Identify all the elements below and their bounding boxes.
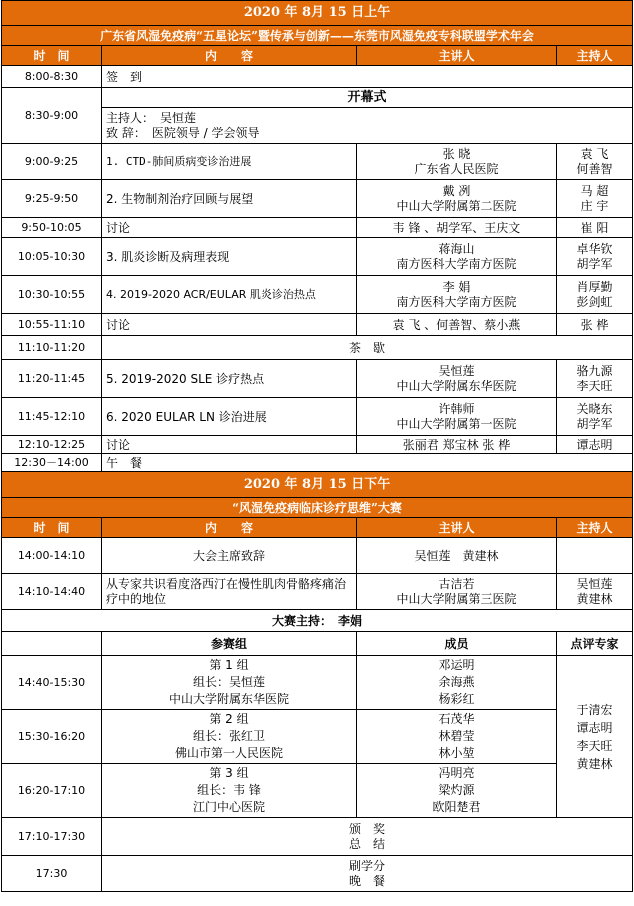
header-chair: 主持人 — [557, 46, 633, 66]
contest-header-group: 参赛组 — [102, 632, 357, 656]
table-row — [2, 436, 633, 454]
row-speaker: 戴 冽 中山大学附属第二医院 — [357, 180, 557, 218]
group-members: 邓运明 余海燕 杨彩红 — [357, 656, 557, 710]
row-time: 14:00-14:10 — [2, 538, 102, 574]
table-row — [2, 180, 633, 218]
header-content: 内 容 — [102, 518, 357, 538]
table-row — [2, 538, 633, 574]
row-speaker: 蒋海山 南方医科大学南方医院 — [357, 238, 557, 276]
row-chair: 崔 阳 — [557, 218, 633, 238]
contest-host: 大赛主持： 李娟 — [2, 610, 633, 632]
table-row — [2, 710, 633, 764]
review-experts: 于清宏 谭志明 李天旺 黄建林 — [557, 656, 633, 818]
row-content: 讨论 — [102, 436, 357, 454]
row-content: 讨论 — [102, 218, 357, 238]
row-content: 讨论 — [102, 314, 357, 336]
opening-host: 主持人： 吴恒莲 — [106, 110, 197, 125]
table-row — [2, 336, 633, 360]
table-row — [2, 656, 633, 710]
row-speaker: 韦 锋 、胡学军、王庆文 — [357, 218, 557, 238]
group-info: 第 2 组 组长：张红卫 佛山市第一人民医院 — [102, 710, 357, 764]
row-speaker: 李 娟 南方医科大学南方医院 — [357, 276, 557, 314]
row-speaker: 张 晓 广东省人民医院 — [357, 144, 557, 180]
row-content: 5. 2019-2020 SLE 诊疗热点 — [102, 360, 357, 398]
afternoon-date-title: 2020 年 8月 15 日下午 — [2, 472, 633, 498]
table-row — [2, 818, 633, 856]
row-content: 6. 2020 EULAR LN 诊治进展 — [102, 398, 357, 436]
row-time: 10:30-10:55 — [2, 276, 102, 314]
contest-header-blank — [2, 632, 102, 656]
row-time: 8:00-8:30 — [2, 66, 102, 88]
row-time: 11:10-11:20 — [2, 336, 102, 360]
group-info: 第 1 组 组长：吴恒莲 中山大学附属东华医院 — [102, 656, 357, 710]
row-content: 午 餐 — [102, 454, 633, 472]
row-speaker: 袁 飞 、何善智、蔡小燕 — [357, 314, 557, 336]
row-time: 12:30－14:00 — [2, 454, 102, 472]
header-time: 时 间 — [2, 518, 102, 538]
row-time: 11:45-12:10 — [2, 398, 102, 436]
row-chair: 关晓东 胡学军 — [557, 398, 633, 436]
row-time: 11:20-11:45 — [2, 360, 102, 398]
row-content: 2. 生物制剂治疗回顾与展望 — [102, 180, 357, 218]
row-content: 4. 2019-2020 ACR/EULAR 肌炎诊治热点 — [102, 276, 357, 314]
table-row — [2, 276, 633, 314]
header-content: 内 容 — [102, 46, 357, 66]
header-speaker: 主讲人 — [357, 518, 557, 538]
row-time: 12:10-12:25 — [2, 436, 102, 454]
row-content: 1. CTD-肺间质病变诊治进展 — [102, 144, 357, 180]
table-row — [2, 454, 633, 472]
group-members: 冯明亮 梁灼源 欧阳楚君 — [357, 764, 557, 818]
contest-header-experts: 点评专家 — [557, 632, 633, 656]
row-content: 从专家共识看度洛西汀在慢性肌肉骨骼疼痛治疗中的地位 — [102, 574, 357, 610]
table-row — [2, 66, 633, 88]
table-row — [2, 764, 633, 818]
row-content: 刷学分 晚 餐 — [102, 856, 633, 892]
row-time: 9:50-10:05 — [2, 218, 102, 238]
table-row — [2, 574, 633, 610]
group-info: 第 3 组 组长：韦 锋 江门中心医院 — [102, 764, 357, 818]
row-time: 17:30 — [2, 856, 102, 892]
row-speaker: 张丽君 郑宝林 张 桦 — [357, 436, 557, 454]
table-row — [2, 856, 633, 892]
row-chair: 卓华钦 胡学军 — [557, 238, 633, 276]
row-content: 3. 肌炎诊断及病理表现 — [102, 238, 357, 276]
table-row — [2, 88, 633, 108]
row-time: 14:40-15:30 — [2, 656, 102, 710]
afternoon-subtitle: “风湿免疫病临床诊疗思维”大赛 — [2, 498, 633, 518]
header-time: 时 间 — [2, 46, 102, 66]
table-row — [2, 238, 633, 276]
header-chair: 主持人 — [557, 518, 633, 538]
row-chair: 骆九源 李天旺 — [557, 360, 633, 398]
table-row — [2, 314, 633, 336]
row-speaker: 古洁若 中山大学附属第三医院 — [357, 574, 557, 610]
schedule-table — [1, 0, 633, 892]
header-speaker: 主讲人 — [357, 46, 557, 66]
row-chair: 谭志明 — [557, 436, 633, 454]
row-time: 16:20-17:10 — [2, 764, 102, 818]
morning-subtitle: 广东省风湿免疫病“五星论坛”暨传承与创新——东莞市风湿免疫专科联盟学术年会 — [2, 26, 633, 46]
row-chair: 袁 飞 何善智 — [557, 144, 633, 180]
opening-details — [102, 108, 633, 144]
table-row — [2, 360, 633, 398]
row-time: 10:55-11:10 — [2, 314, 102, 336]
row-speaker: 许韩师 中山大学附属第一医院 — [357, 398, 557, 436]
row-time: 15:30-16:20 — [2, 710, 102, 764]
row-chair — [557, 538, 633, 574]
row-content: 大会主席致辞 — [102, 538, 357, 574]
row-content: 颁 奖 总 结 — [102, 818, 633, 856]
row-time: 8:30-9:00 — [2, 88, 102, 144]
opening-speech: 致 辞： 医院领导 / 学会领导 — [106, 125, 260, 140]
morning-date-title: 2020 年 8月 15 日上午 — [2, 1, 633, 26]
row-time: 9:25-9:50 — [2, 180, 102, 218]
contest-header-members: 成员 — [357, 632, 557, 656]
table-row — [2, 144, 633, 180]
opening-title: 开幕式 — [102, 88, 633, 108]
row-time: 10:05-10:30 — [2, 238, 102, 276]
row-chair: 张 桦 — [557, 314, 633, 336]
table-row — [2, 398, 633, 436]
row-time: 17:10-17:30 — [2, 818, 102, 856]
row-speaker: 吴恒莲 黄建林 — [357, 538, 557, 574]
row-chair: 马 超 庄 宇 — [557, 180, 633, 218]
row-content: 签 到 — [102, 66, 633, 88]
row-chair: 吴恒莲 黄建林 — [557, 574, 633, 610]
table-row — [2, 218, 633, 238]
group-members: 石茂华 林碧莹 林小堃 — [357, 710, 557, 764]
row-chair: 肖厚勤 彭剑虹 — [557, 276, 633, 314]
row-time: 14:10-14:40 — [2, 574, 102, 610]
row-time: 9:00-9:25 — [2, 144, 102, 180]
break-label: 茶 歇 — [102, 336, 633, 360]
row-speaker: 吴恒莲 中山大学附属东华医院 — [357, 360, 557, 398]
